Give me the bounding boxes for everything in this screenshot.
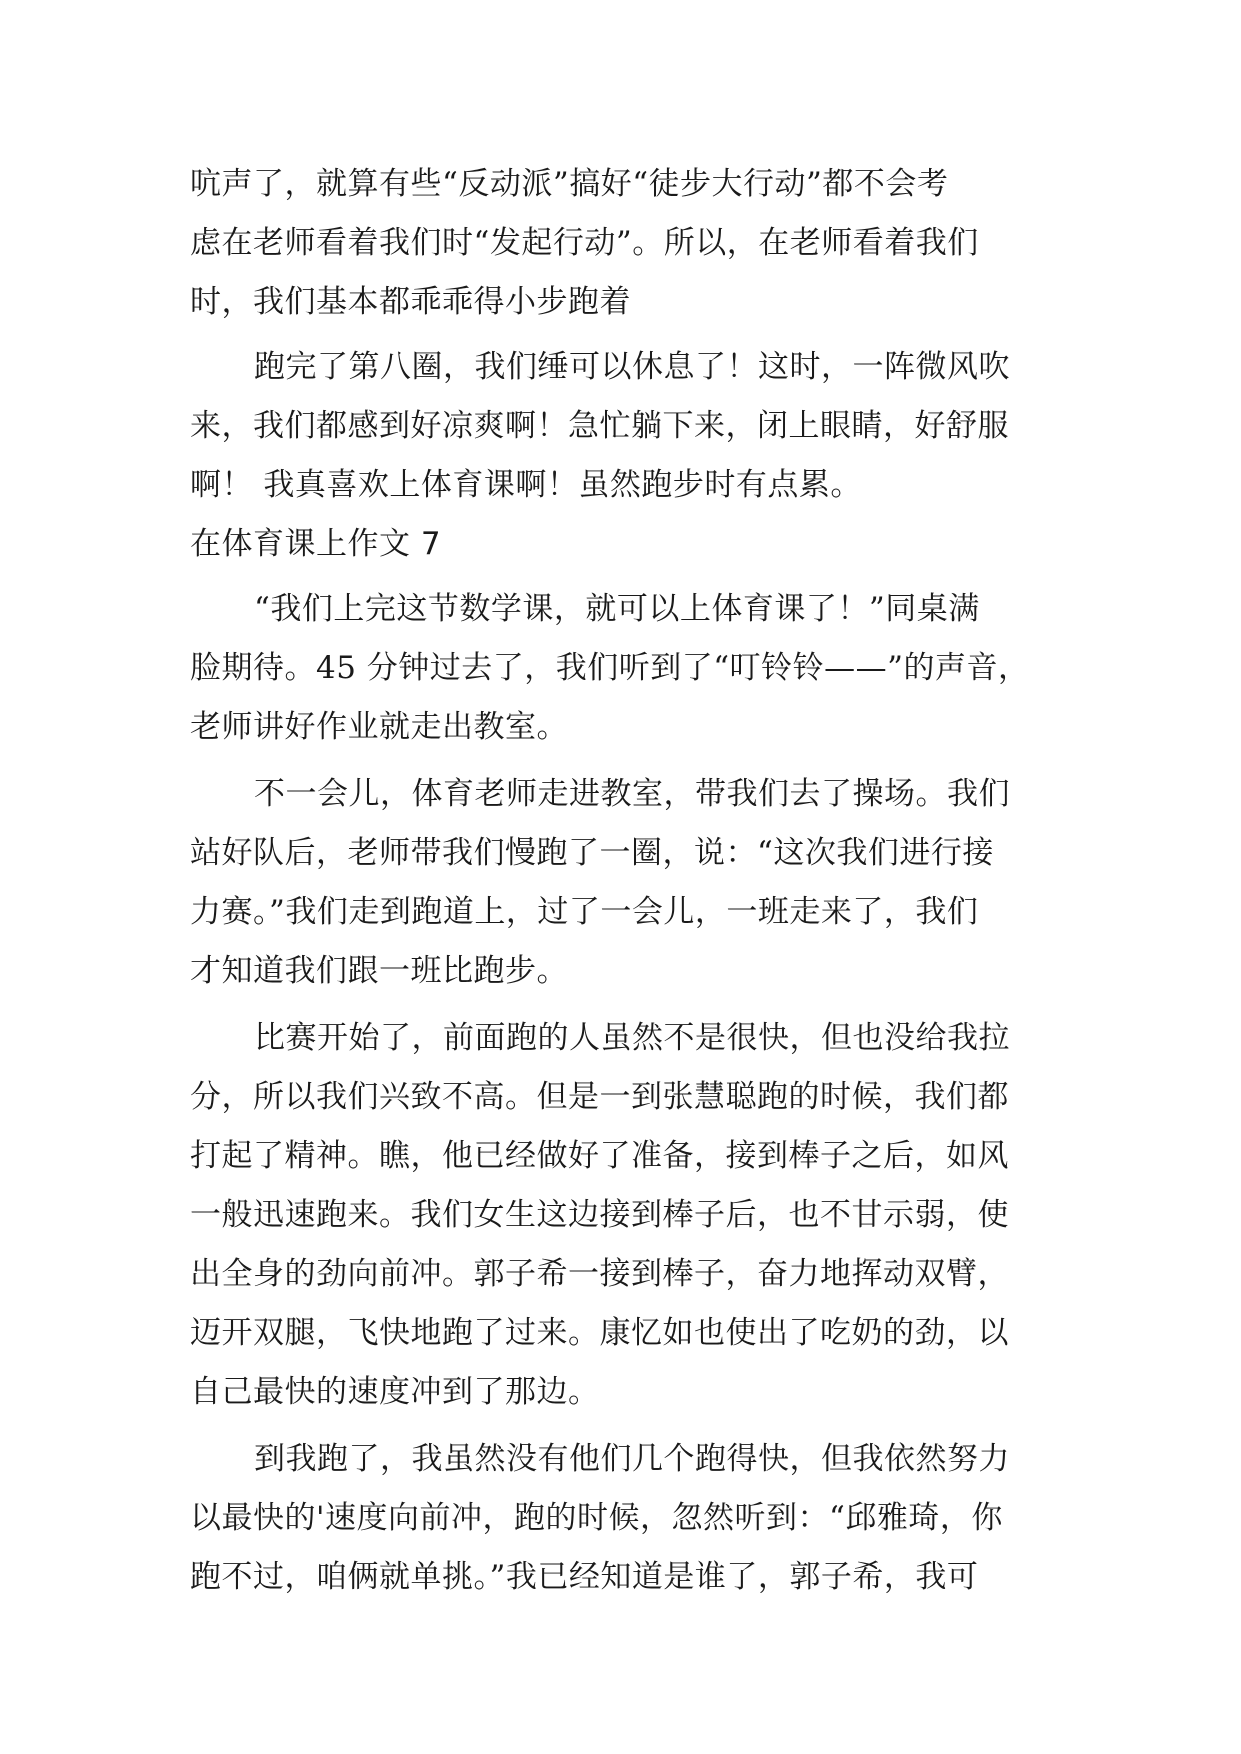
section-heading: 在体育课上作文 7 xyxy=(190,526,442,562)
text-line: 站好队后，老师带我们慢跑了一圈，说：“这次我们进行接 xyxy=(190,835,994,871)
text-line: 迈开双腿，飞快地跑了过来。康忆如也使出了吃奶的劲，以 xyxy=(190,1315,1009,1351)
paragraph xyxy=(190,155,1060,332)
text-line: 一般迅速跑来。我们女生这边接到棒子后，也不甘示弱，使 xyxy=(190,1197,1009,1233)
text-line: 不一会儿，体育老师走进教室，带我们去了操场。我们 xyxy=(254,776,1010,812)
text-line: 比赛开始了，前面跑的人虽然不是很快，但也没给我拉 xyxy=(254,1020,1010,1056)
text-line: 力赛。”我们走到跑道上，过了一会儿，一班走来了，我们 xyxy=(190,894,979,930)
text-line: 虑在老师看着我们时“发起行动”。所以，在老师看着我们 xyxy=(190,225,979,261)
text-line: 自己最快的速度冲到了那边。 xyxy=(190,1374,600,1410)
paragraph xyxy=(190,765,1060,1001)
document-body xyxy=(190,155,1060,1607)
text-line: 吭声了，就算有些“反动派”搞好“徒步大行动”都不会考 xyxy=(190,166,949,202)
text-line: 到我跑了，我虽然没有他们几个跑得快，但我依然努力 xyxy=(254,1441,1010,1477)
text-line: 才知道我们跟一班比跑步。 xyxy=(190,953,568,989)
text-line: “我们上完这节数学课，就可以上体育课了！”同桌满 xyxy=(254,591,980,627)
text-line: 老师讲好作业就走出教室。 xyxy=(190,709,568,745)
paragraph xyxy=(190,338,1060,515)
paragraph xyxy=(190,1430,1060,1607)
paragraph xyxy=(190,580,1060,757)
text-line: 跑不过，咱俩就单挑。”我已经知道是谁了，郭子希，我可 xyxy=(190,1559,979,1595)
text-line: 啊！ 我真喜欢上体育课啊！虽然跑步时有点累。 xyxy=(190,467,862,503)
paragraph xyxy=(190,1009,1060,1422)
text-line: 打起了精神。瞧，他已经做好了准备，接到棒子之后，如风 xyxy=(190,1138,1009,1174)
text-line: 脸期待。45 分钟过去了，我们听到了“叮铃铃——”的声音， xyxy=(190,650,1030,686)
text-line: 跑完了第八圈，我们缍可以休息了！这时，一阵微风吹 xyxy=(254,349,1010,385)
text-line: 以最快的'速度向前冲，跑的时候，忽然听到：“邱雅琦，你 xyxy=(190,1500,1003,1536)
text-line: 出全身的劲向前冲。郭子希一接到棒子，奋力地挥动双臂， xyxy=(190,1256,1009,1292)
text-line: 来，我们都感到好凉爽啊！急忙躺下来，闭上眼睛，好舒服 xyxy=(190,408,1009,444)
text-line: 分，所以我们兴致不高。但是一到张慧聪跑的时候，我们都 xyxy=(190,1079,1009,1115)
text-line: 时，我们基本都乖乖得小步跑着 xyxy=(190,284,631,320)
